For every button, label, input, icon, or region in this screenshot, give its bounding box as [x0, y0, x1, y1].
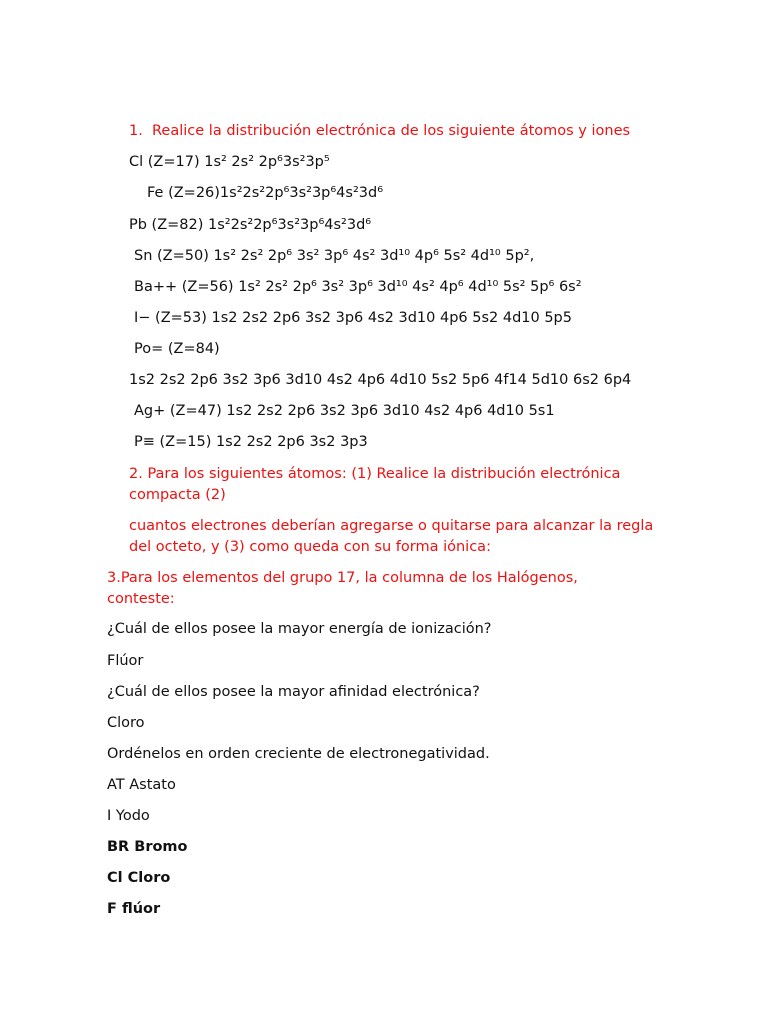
- answer-line-p: P≡ (Z=15) 1s2 2s2 2p6 3s2 3p3: [134, 434, 368, 450]
- order-item-fluor: F flúor: [107, 901, 161, 917]
- question-2-continuation: cuantos electrones deberían agregarse o quitarse para alcanzar la regla del octeto, y (3) como queda con su forma iónica:: [129, 518, 654, 555]
- answer-line-sn: Sn (Z=50) 1s² 2s² 2p⁶ 3s² 3p⁶ 4s² 3d¹⁰ 4p⁶ 5s² 4d¹⁰ 5p²,: [134, 248, 535, 264]
- answer-line-fe: Fe (Z=26)1s²2s²2p⁶3s²3p⁶4s²3d⁶: [147, 185, 384, 201]
- answer-line-ag: Ag+ (Z=47) 1s2 2s2 2p6 3s2 3p6 3d10 4s2 4p6 4d10 5s1: [134, 403, 555, 419]
- answer-line-cl: Cl (Z=17) 1s² 2s² 2p⁶3s²3p⁵: [129, 154, 330, 170]
- order-item-bromo: BR Bromo: [107, 839, 188, 855]
- answer-line-pb: Pb (Z=82) 1s²2s²2p⁶3s²3p⁶4s²3d⁶: [129, 217, 372, 233]
- question-3-sub-ionization: ¿Cuál de ellos posee la mayor energía de ionización?: [107, 621, 492, 637]
- answer-cloro: Cloro: [107, 715, 145, 731]
- question-1-heading: [129, 121, 630, 142]
- answer-line-po-config: 1s2 2s2 2p6 3s2 3p6 3d10 4s2 4p6 4d10 5s2 5p6 4f14 5d10 6s2 6p4: [129, 372, 632, 388]
- question-2-title: 2. Para los siguientes átomos: (1) Realice la distribución electrónica compacta (2): [129, 466, 621, 503]
- question-3-sub-affinity: ¿Cuál de ellos posee la mayor afinidad electrónica?: [107, 684, 480, 700]
- answer-line-po: Po= (Z=84): [134, 341, 220, 357]
- question-1-title: Realice la distribución electrónica de los siguiente átomos y iones: [152, 123, 631, 139]
- order-item-astato: AT Astato: [107, 777, 176, 793]
- answer-line-i: I− (Z=53) 1s2 2s2 2p6 3s2 3p6 4s2 3d10 4p6 5s2 4d10 5p5: [134, 310, 572, 326]
- order-item-cloro: Cl Cloro: [107, 870, 171, 886]
- question-1-number: 1.: [129, 123, 143, 139]
- answer-line-ba: Ba++ (Z=56) 1s² 2s² 2p⁶ 3s² 3p⁶ 3d¹⁰ 4s² 4p⁶ 4d¹⁰ 5s² 5p⁶ 6s²: [134, 279, 582, 295]
- question-3-title: 3.Para los elementos del grupo 17, la columna de los Halógenos, conteste:: [107, 570, 578, 607]
- order-item-yodo: I Yodo: [107, 808, 150, 824]
- question-3-sub-order: Ordénelos en orden creciente de electronegatividad.: [107, 746, 490, 762]
- answer-fluor: Flúor: [107, 653, 144, 669]
